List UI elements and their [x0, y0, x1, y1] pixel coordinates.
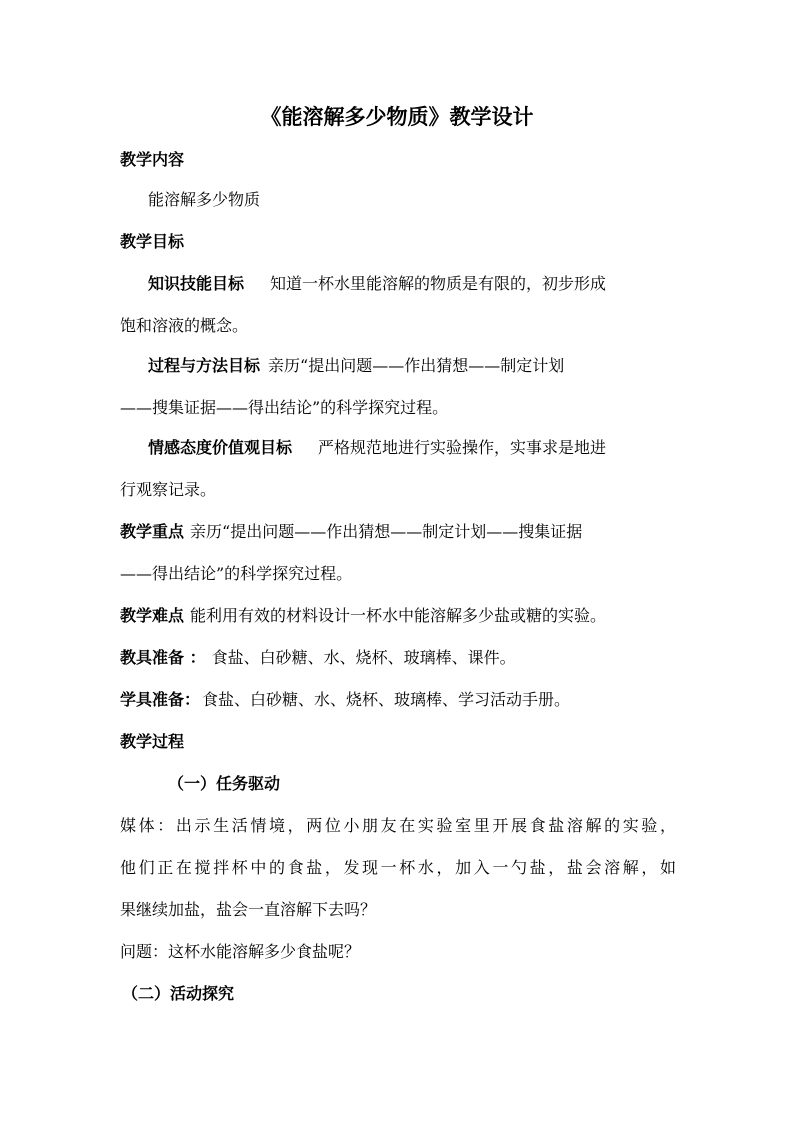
media-paragraph-line-1: 媒体：出示生活情境，两位小朋友在实验室里开展食盐溶解的实验， [120, 816, 676, 835]
teaching-goals-heading: 教学目标 [120, 232, 185, 251]
difficulty-label: 教学难点 [120, 606, 185, 625]
key-points-text: 亲历“提出问题——作出猜想——制定计划——搜集证据 [190, 522, 583, 541]
question-paragraph: 问题：这杯水能溶解多少食盐呢？ [120, 942, 361, 961]
teacher-tools-text: 食盐、白砂糖、水、烧杯、玻璃棒、课件。 [211, 648, 516, 667]
teaching-content-heading: 教学内容 [120, 150, 185, 169]
media-paragraph-line-2: 他们正在搅拌杯中的食盐，发现一杯水，加入一勺盐，盐会溶解，如 [120, 858, 676, 877]
key-points-text-cont: ——得出结论”的科学探究过程。 [120, 564, 353, 583]
process-goal-text-cont: ——搜集证据——得出结论”的科学探究过程。 [120, 398, 449, 417]
teacher-tools-label: 教具准备 ： [120, 648, 206, 667]
media-paragraph-line-3: 果继续加盐，盐会一直溶解下去吗？ [120, 900, 377, 919]
document-title: 《能溶解多少物质》教学设计 [260, 104, 534, 129]
difficulty-text: 能利用有效的材料设计一杯水中能溶解多少盐或糖的实验。 [190, 606, 607, 625]
student-tools-line [120, 690, 676, 710]
process-goal-line [148, 356, 676, 376]
process-goal-label: 过程与方法目标 [148, 356, 261, 375]
knowledge-goal-text: 知道一杯水里能溶解的物质是有限的，初步形成 [270, 274, 607, 293]
emotion-goal-text: 严格规范地进行实验操作，实事求是地进 [318, 438, 607, 457]
section-activity-explore: （二）活动探究 [122, 984, 235, 1003]
difficulty-line [120, 606, 676, 626]
student-tools-text: 食盐、白砂糖、水、烧杯、玻璃棒、学习活动手册。 [202, 690, 571, 709]
knowledge-goal-label: 知识技能目标 [148, 274, 245, 293]
emotion-goal-text-cont: 行观察记录。 [120, 480, 217, 499]
knowledge-goal-text-cont: 饱和溶液的概念。 [120, 316, 249, 335]
teaching-content-text: 能溶解多少物质 [148, 190, 261, 209]
student-tools-label: 学具准备： [120, 690, 201, 709]
process-goal-text: 亲历“提出问题——作出猜想——制定计划 [268, 356, 565, 375]
emotion-goal-line [148, 438, 676, 458]
key-points-line [120, 522, 676, 542]
section-task-driven: （一）任务驱动 [168, 774, 281, 793]
teaching-process-heading: 教学过程 [120, 732, 185, 751]
emotion-goal-label: 情感态度价值观目标 [148, 438, 293, 457]
teacher-tools-line [120, 648, 676, 668]
knowledge-goal-line [148, 274, 676, 294]
key-points-label: 教学重点 [120, 522, 185, 541]
